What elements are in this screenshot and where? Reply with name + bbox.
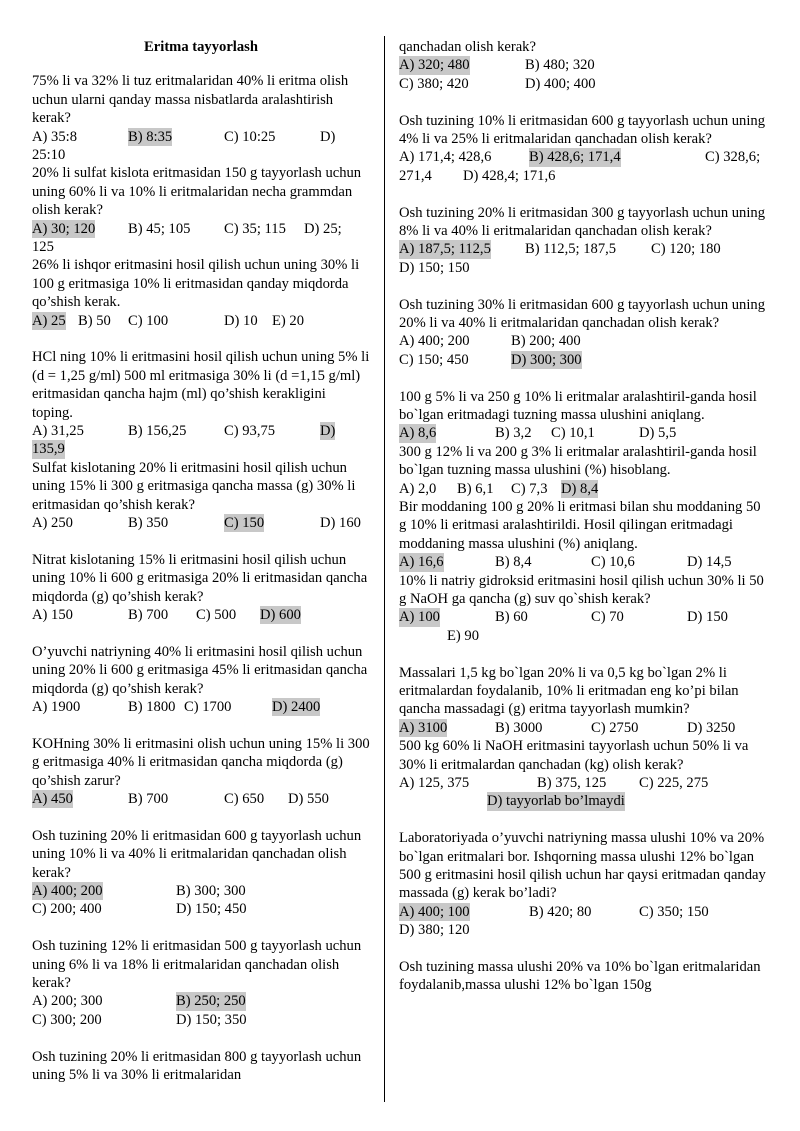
answer-option: C) 120; 180 xyxy=(651,241,721,258)
answer-row xyxy=(32,312,370,330)
answer-option: A) 171,4; 428,6 xyxy=(399,149,492,166)
page-title: Eritma tayyorlash xyxy=(144,39,258,55)
answer-option: C) 300; 200 xyxy=(32,1011,102,1028)
question-text: Osh tuzining 12% li eritmasidan 500 g tayyorlash uchun uning 6% li va 18% li eritmalaridan qanchadan olish kerak? xyxy=(32,938,362,992)
answer-option-correct: A) 30; 120 xyxy=(32,220,96,237)
answer-option: B) 300; 300 xyxy=(176,883,246,900)
answer-row xyxy=(399,792,771,810)
answer-row xyxy=(32,440,370,458)
answer-row xyxy=(399,774,771,792)
question-text: O’yuvchi natriyning 40% li eritmasini hosil qilish uchun uning 20% li 600 g eritmasiga 45% li eritmasidan qancha miqdorda (g) qo’shish kerak? xyxy=(32,643,368,697)
answer-row xyxy=(32,900,370,918)
answer-option: A) 400; 200 xyxy=(399,333,470,350)
answer-option-correct: A) 400; 100 xyxy=(399,903,470,920)
answer-option: D) 150 xyxy=(687,609,728,626)
answer-row xyxy=(32,698,370,716)
answer-option: C) 650 xyxy=(224,791,265,808)
question-text: 20% li sulfat kislota eritmasidan 150 g tayyorlash uchun uning 60% li va 10% li eritmalaridan necha grammdan olish kerak? xyxy=(32,165,362,219)
question-text: Massalari 1,5 kg bo`lgan 20% li va 0,5 kg bo`lgan 2% li eritmalardan foydalanib, 10% li eritmadan eng ko’pi bilan qancha massadagi (g) eritma tayyorlash mumkin? xyxy=(399,664,739,718)
answer-option-correct: A) 25 xyxy=(32,312,66,329)
question-text: Sulfat kislotaning 20% li eritmasini hosil qilish uchun uning 15% li 300 g eritmasiga qancha massa (g) 30% li eritmasidan qo’shish kerak? xyxy=(32,459,356,513)
answer-option: D) 380; 120 xyxy=(399,922,470,939)
question-text: 10% li natriy gidroksid eritmasini hosil qilish uchun 30% li 50 g NaOH ga qancha (g) suv qo`shish kerak? xyxy=(399,572,764,607)
answer-option: 271,4 xyxy=(399,167,432,184)
answer-option: B) 350 xyxy=(128,515,169,532)
answer-row xyxy=(399,332,771,350)
answer-option: B) 3000 xyxy=(495,719,543,736)
answer-option-correct: D) 300; 300 xyxy=(511,351,582,368)
answer-option: C) 10,1 xyxy=(551,425,595,442)
answer-option-correct: D) xyxy=(320,423,336,440)
answer-row xyxy=(399,148,771,166)
column-divider xyxy=(384,36,385,1102)
answer-option: E) 20 xyxy=(272,312,305,329)
answer-option: B) 3,2 xyxy=(495,425,532,442)
answer-row xyxy=(32,790,370,808)
answer-option: D) 550 xyxy=(288,791,329,808)
answer-option: C) 380; 420 xyxy=(399,75,469,92)
answer-option-correct: A) 100 xyxy=(399,609,440,626)
answer-option: B) 375, 125 xyxy=(537,774,607,791)
question-text: Osh tuzining 30% li eritmasidan 600 g tayyorlash uchun uning 20% li va 40% li eritmalaridan qanchadan olish kerak? xyxy=(399,296,766,331)
answer-row xyxy=(399,627,771,645)
answer-option: A) 150 xyxy=(32,607,73,624)
answer-option: A) 35:8 xyxy=(32,128,77,145)
answer-option-correct: A) 450 xyxy=(32,791,73,808)
answer-option: B) 700 xyxy=(128,791,169,808)
answer-option: C) 500 xyxy=(196,607,237,624)
answer-option: C) 100 xyxy=(128,312,169,329)
question-text: Osh tuzining 20% li eritmasidan 600 g tayyorlash uchun uning 10% li va 40% li eritmalaridan qanchadan olish kerak? xyxy=(32,827,362,881)
answer-row xyxy=(399,480,771,498)
answer-row xyxy=(32,992,370,1010)
answer-option: C) 35; 115 xyxy=(224,220,286,237)
answer-option: A) 250 xyxy=(32,515,73,532)
answer-option-correct: B) 428,6; 171,4 xyxy=(529,149,621,166)
answer-option: A) 2,0 xyxy=(399,480,437,497)
answer-option: D) xyxy=(320,128,336,145)
answer-row xyxy=(399,903,771,921)
answer-option-correct: D) 2400 xyxy=(272,699,321,716)
answer-option: A) 125, 375 xyxy=(399,774,470,791)
answer-option: D) 3250 xyxy=(687,719,736,736)
answer-row xyxy=(399,608,771,626)
answer-option: B) 480; 320 xyxy=(525,57,595,74)
answer-option: D) 5,5 xyxy=(639,425,677,442)
answer-option: 25:10 xyxy=(32,147,66,164)
answer-option: C) 350; 150 xyxy=(639,903,709,920)
answer-row xyxy=(32,128,370,146)
answer-option-correct: A) 400; 200 xyxy=(32,883,103,900)
answer-row xyxy=(32,146,370,164)
answer-option: D) 10 xyxy=(224,312,258,329)
answer-option: C) 10:25 xyxy=(224,128,276,145)
question-text: 100 g 5% li va 250 g 10% li eritmalar aralashtiril-ganda hosil bo`lgan eritmadagi tuzning massa ulushini aniqlang. xyxy=(399,388,757,423)
answer-option: D) 150; 450 xyxy=(176,901,247,918)
answer-option: D) 428,4; 171,6 xyxy=(463,167,556,184)
answer-option: C) 1700 xyxy=(184,699,232,716)
question-text: Bir moddaning 100 g 20% li eritmasi bilan shu moddaning 50 g 10% li eritmasi aralashtirildi. Hosil qilingan eritmadagi moddaning massa ulushini (%) aniqlang. xyxy=(399,498,761,552)
answer-option: C) 328,6; xyxy=(705,149,761,166)
question-text: 26% li ishqor eritmasini hosil qilish uchun uning 30% li 100 g eritmasiga 10% li eritmasidan qanday miqdorda qo’shish kerak. xyxy=(32,257,360,311)
question-text: 500 kg 60% li NaOH eritmasini tayyorlash uchun 50% li va 30% li eritmalardan qanchadan (kg) olish kerak? xyxy=(399,738,749,773)
answer-option: B) 200; 400 xyxy=(511,333,581,350)
answer-option-correct: A) 320; 480 xyxy=(399,57,470,74)
question-text: 300 g 12% li va 200 g 3% li eritmalar aralashtiril-ganda hosil bo`lgan tuzning massa ulushini (%) hisoblang. xyxy=(399,443,757,479)
question-text: Osh tuzining 10% li eritmasidan 600 g tayyorlash uchun uning 4% li va 25% li eritmalaridan qanchadan olish kerak? xyxy=(399,112,766,147)
answer-option-correct: A) 187,5; 112,5 xyxy=(399,241,491,258)
answer-row xyxy=(399,424,771,442)
left-column xyxy=(32,38,370,1084)
answer-option: B) 8,4 xyxy=(495,554,532,571)
question-text: 75% li va 32% li tuz eritmalaridan 40% li eritma olish uchun ularni qanday massa nisbatlarda aralashtirish kerak? xyxy=(32,73,349,127)
answer-option-correct: C) 150 xyxy=(224,515,265,532)
answer-option: B) 156,25 xyxy=(128,423,187,440)
answer-option: C) 10,6 xyxy=(591,554,635,571)
answer-option: A) 1900 xyxy=(32,699,81,716)
question-text: Osh tuzining massa ulushi 20% va 10% bo`lgan eritmalaridan foydalanib,massa ulushi 12% bo`lgan 150g xyxy=(399,958,761,994)
question-text: Laboratoriyada o’yuvchi natriyning massa ulushi 10% va 20% bo`lgan eritmalari bor. Ishqorning massa ulushi 12% bo`lgan 500 g eritmasini hosil qilish uchun har qaysi eritmadan qanday massada (g) kerak bo’ladi? xyxy=(399,830,766,902)
answer-row xyxy=(399,921,771,939)
answer-option: B) 45; 105 xyxy=(128,220,191,237)
answer-option: 125 xyxy=(32,239,54,256)
answer-option-correct: 135,9 xyxy=(32,441,65,458)
question-text: Nitrat kislotaning 15% li eritmasini hosil qilish uchun uning 10% li 600 g eritmasiga 20% li eritmasidan qancha miqdorda (g) qo’shish kerak? xyxy=(32,551,368,605)
answer-option: B) 700 xyxy=(128,607,169,624)
answer-row xyxy=(399,259,771,277)
answer-option: C) 150; 450 xyxy=(399,351,469,368)
answer-row xyxy=(399,167,771,185)
answer-option: C) 2750 xyxy=(591,719,639,736)
answer-option: C) 225, 275 xyxy=(639,774,709,791)
answer-row xyxy=(32,238,370,256)
answer-row xyxy=(399,56,771,74)
answer-option-correct: B) 8:35 xyxy=(128,128,173,145)
answer-option: C) 93,75 xyxy=(224,423,276,440)
answer-option: A) 31,25 xyxy=(32,423,84,440)
answer-option: B) 50 xyxy=(78,312,111,329)
answer-option: C) 200; 400 xyxy=(32,901,102,918)
answer-option: D) 14,5 xyxy=(687,554,732,571)
answer-option-correct: D) 8,4 xyxy=(561,480,599,497)
answer-row xyxy=(399,719,771,737)
answer-option-correct: D) tayyorlab bo’lmaydi xyxy=(487,793,625,810)
answer-row xyxy=(32,1011,370,1029)
answer-option-correct: A) 3100 xyxy=(399,719,448,736)
answer-option: C) 70 xyxy=(591,609,624,626)
answer-row xyxy=(399,553,771,571)
answer-row xyxy=(32,220,370,238)
answer-row xyxy=(399,351,771,369)
answer-option: B) 6,1 xyxy=(457,480,494,497)
answer-option: A) 200; 300 xyxy=(32,993,103,1010)
question-text: KOHning 30% li eritmasini olish uchun uning 15% li 300 g eritmasiga 40% li eritmasidan qancha miqdorda (g) qo’shish zarur? xyxy=(32,735,370,789)
right-column xyxy=(399,38,771,995)
answer-option: D) 25; xyxy=(304,220,342,237)
answer-option: D) 150; 150 xyxy=(399,259,470,276)
answer-row xyxy=(32,514,370,532)
answer-option: B) 60 xyxy=(495,609,528,626)
answer-option: D) 160 xyxy=(320,515,361,532)
answer-option-correct: D) 600 xyxy=(260,607,301,624)
answer-option: B) 420; 80 xyxy=(529,903,592,920)
answer-option: B) 1800 xyxy=(128,699,176,716)
answer-option: C) 7,3 xyxy=(511,480,548,497)
answer-option-correct: A) 8,6 xyxy=(399,425,437,442)
answer-row xyxy=(32,422,370,440)
question-text: qanchadan olish kerak? xyxy=(399,39,536,55)
answer-option: B) 112,5; 187,5 xyxy=(525,241,617,258)
answer-row xyxy=(32,882,370,900)
answer-row xyxy=(399,240,771,258)
answer-option-correct: B) 250; 250 xyxy=(176,993,246,1010)
answer-option-correct: A) 16,6 xyxy=(399,554,444,571)
answer-option: D) 150; 350 xyxy=(176,1011,247,1028)
answer-row xyxy=(32,606,370,624)
answer-row xyxy=(399,75,771,93)
answer-option: D) 400; 400 xyxy=(525,75,596,92)
question-text: Osh tuzining 20% li eritmasidan 800 g tayyorlash uchun uning 5% li va 30% li eritmalaridan xyxy=(32,1048,362,1083)
question-text: HCl ning 10% li eritmasini hosil qilish uchun uning 5% li (d = 1,25 g/ml) 500 ml eritmasiga 30% li (d =1,15 g/ml) eritmasidan qancha hajm (ml) qo’shish kerakligini toping. xyxy=(32,349,370,421)
answer-option: E) 90 xyxy=(447,627,480,644)
question-text: Osh tuzining 20% li eritmasidan 300 g tayyorlash uchun uning 8% li va 40% li eritmalaridan qanchadan olish kerak? xyxy=(399,204,766,239)
